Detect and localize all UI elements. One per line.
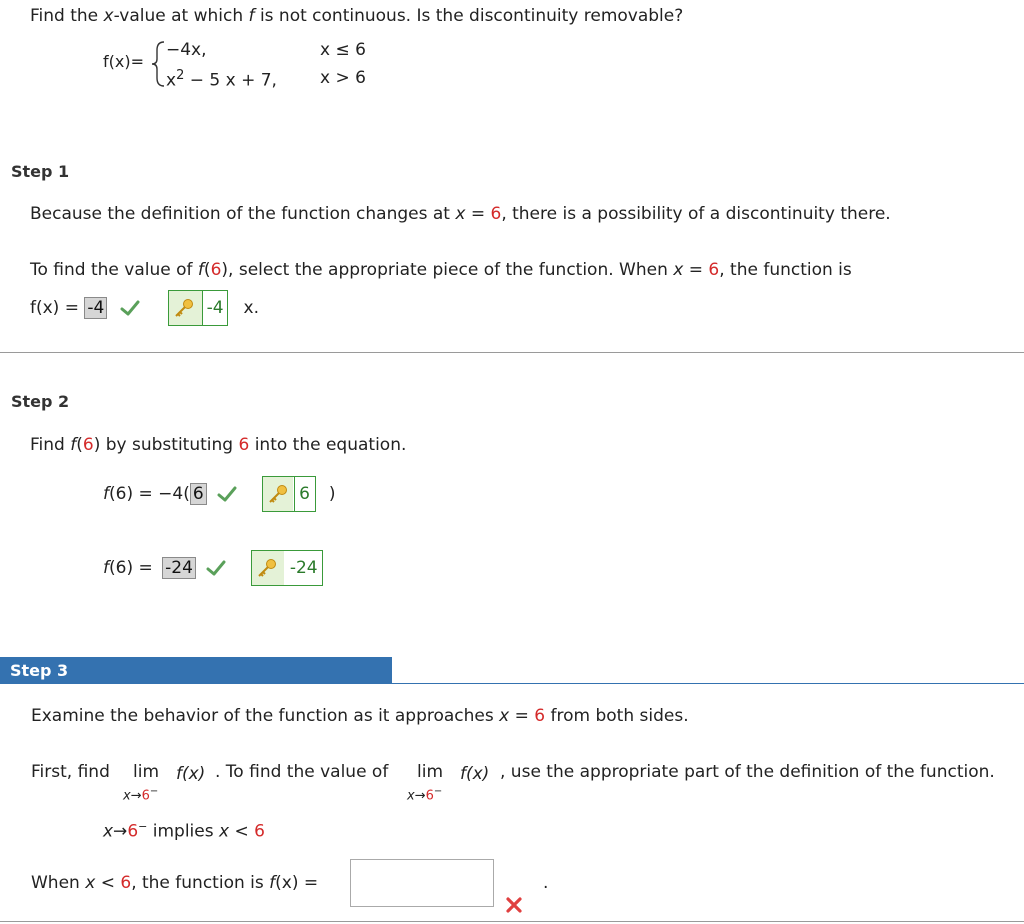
divider-step-1 [0, 352, 1024, 353]
left-brace-icon [150, 40, 166, 88]
step-1-line-1: Because the definition of the function changes at x = 6, there is a possibility of a discontinuity there. [30, 204, 891, 224]
key-icon [267, 484, 289, 504]
checkmark-icon [216, 485, 238, 503]
step-2-equation-1: f(6) = −4( 6 6 ) [103, 476, 336, 512]
checkmark-icon [119, 299, 141, 317]
when-line: When x < 6, the function is f(x) = [31, 873, 319, 893]
piece-2-expression: $x^2 - 5$ x + 7, [166, 68, 277, 91]
bottom-divider [0, 921, 1024, 922]
limit-fx-2: f(x) [460, 764, 490, 784]
limit-fx-1: f(x) [176, 764, 206, 784]
piece-1-expression: −4x, [166, 40, 207, 60]
limit-expression-2: lim x→6− [407, 762, 444, 804]
fx-label: f(x) [30, 298, 60, 318]
divider-step-3 [392, 683, 1024, 684]
incorrect-x-icon [505, 896, 523, 914]
step-3-line-2-start: First, find [31, 762, 110, 782]
step-2-answer-field-1[interactable]: 6 [190, 483, 207, 505]
checkmark-icon [205, 559, 227, 577]
step-2-answer-field-2[interactable]: -24 [162, 557, 196, 579]
answer-key-box[interactable]: -4 [168, 290, 228, 326]
limit-expression-1: lim x→6− [123, 762, 160, 804]
step-1-line-2: To find the value of f(6), select the appropriate piece of the function. When x = 6, the function is [30, 260, 852, 280]
piecewise-lhs: f(x)= [103, 52, 144, 71]
piece-2-condition: x > 6 [320, 68, 366, 88]
step-1-answer-row: f(x) = -4 -4 x. [30, 290, 259, 326]
step-2-label: Step 2 [11, 392, 70, 411]
step-3-line-2-end: , use the appropriate part of the definition of the function. [500, 762, 995, 782]
piece-1-condition: x ≤ 6 [320, 40, 366, 60]
answer-key-box[interactable]: -24 [251, 550, 323, 586]
question-text: Find the x-value at which f is not continuous. Is the discontinuity removable? [30, 6, 684, 26]
step-1-label: Step 1 [11, 162, 70, 181]
implies-line: x→6− implies x < 6 [103, 820, 265, 842]
key-icon [256, 558, 278, 578]
step-3-label: Step 3 [0, 657, 392, 684]
key-icon [173, 298, 195, 318]
step-3-line-2-mid: . To find the value of [215, 762, 389, 782]
answer-key-box[interactable]: 6 [262, 476, 316, 512]
step-1-answer-field[interactable]: -4 [84, 297, 107, 319]
step-3-line-1: Examine the behavior of the function as it approaches x = 6 from both sides. [31, 706, 689, 726]
step-3-answer-input[interactable] [350, 859, 494, 907]
trailing-period: . [543, 873, 549, 893]
step-2-line-1: Find f(6) by substituting 6 into the equation. [30, 435, 407, 455]
step-2-equation-2: f(6) = -24 -24 [103, 550, 323, 586]
